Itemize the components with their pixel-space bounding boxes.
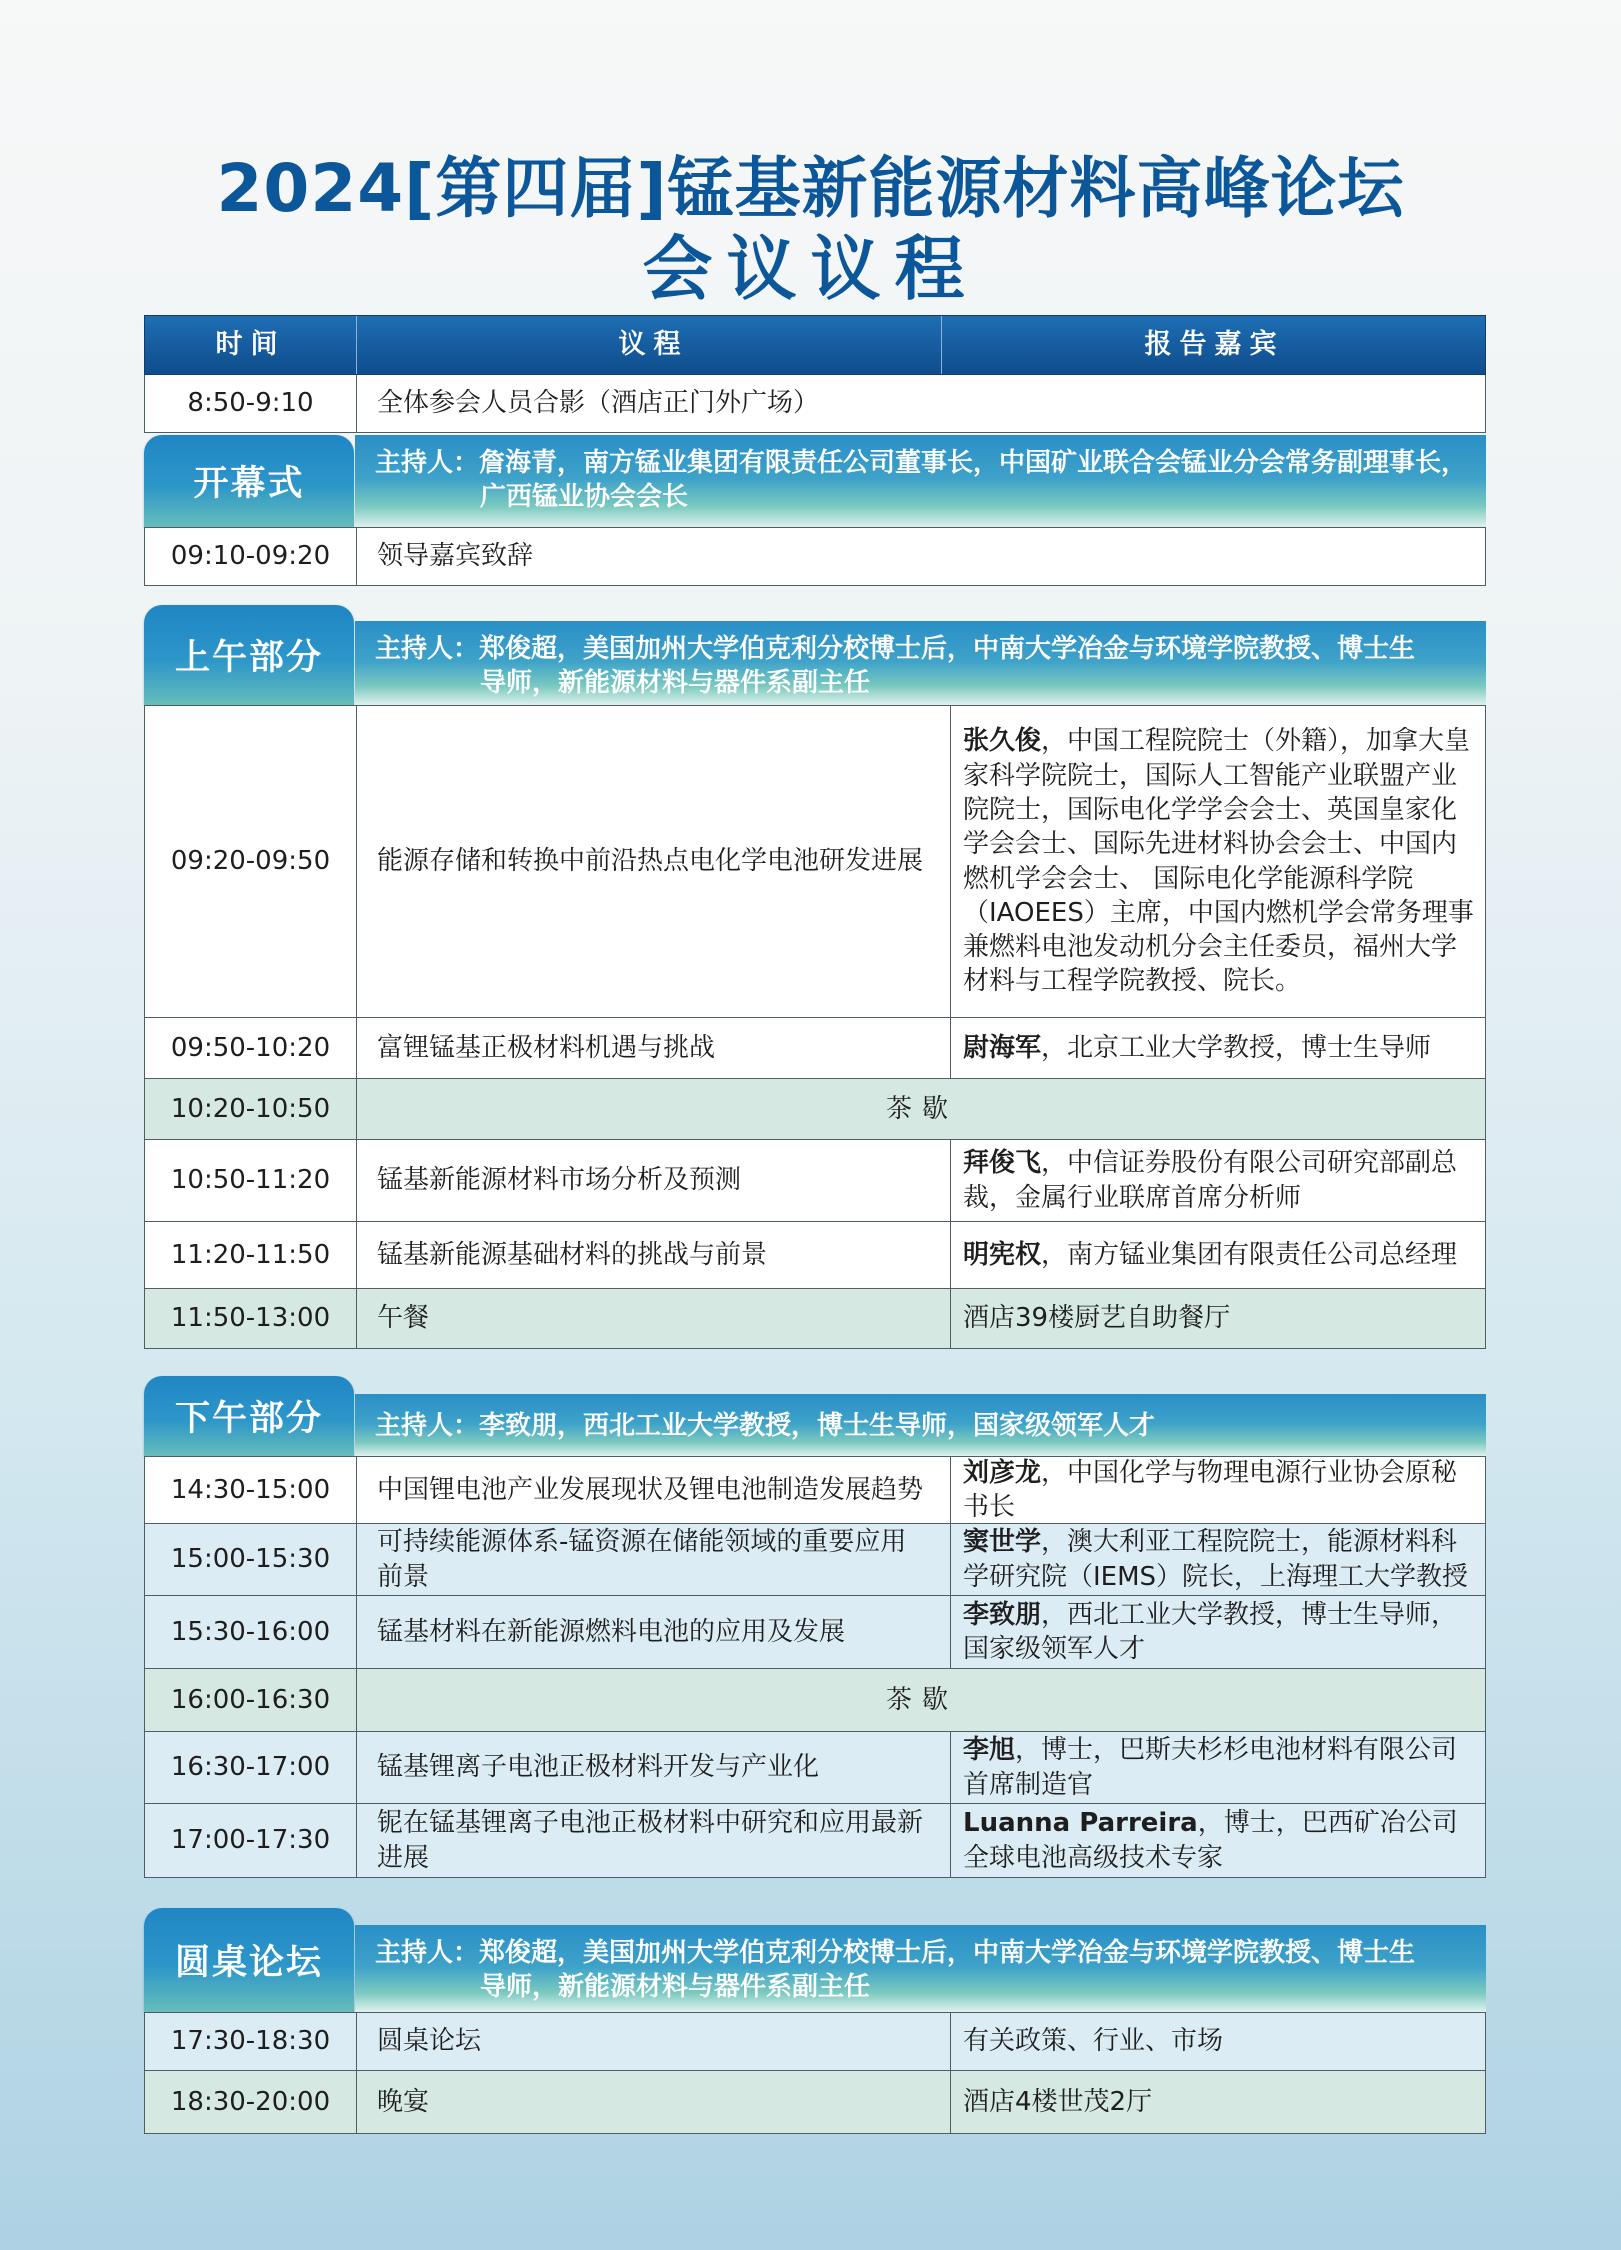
row-speaker: [950, 1732, 1487, 1803]
row-speaker: [950, 706, 1487, 1017]
speaker-name: 李旭: [963, 1735, 1016, 1766]
row-topic: 领导嘉宾致辞: [356, 528, 1487, 585]
speaker-desc: ，中国工程院院士（外籍），加拿大皇家科学院院士，国际人工智能产业联盟产业院院士，国际电化学学会会士、英国皇家化学会会士、国际先进材料协会会士、中国内燃机学会会士、 国际电化学能源科学院（IAOEES）主席，中国内燃机学会常务理事兼燃料电池发动机分会主任委员，福州大学材料与工程学院教授、院长。: [963, 726, 1474, 997]
row-speaker: [950, 1457, 1487, 1523]
row-time: 15:30-16:00: [170, 1616, 331, 1647]
row-topic: 晚宴: [356, 2071, 950, 2133]
table-row: [144, 2012, 1486, 2071]
table-row: [144, 527, 1486, 586]
table-row: [144, 1140, 1486, 1222]
row-topic: 富锂锰基正极材料机遇与挑战: [356, 1018, 950, 1078]
page-title: 2024[第四届]锰基新能源材料高峰论坛: [216, 150, 1405, 227]
speaker-desc: ，北京工业大学教授，博士生导师: [1041, 1032, 1432, 1063]
section-tab-roundtable: 圆桌论坛: [144, 1908, 354, 2012]
row-topic: 锰基锂离子电池正极材料开发与产业化: [356, 1732, 950, 1803]
table-row: [144, 1222, 1486, 1289]
row-time: 09:20-09:50: [170, 846, 331, 877]
table-row: [144, 2071, 1486, 2134]
row-speaker: [950, 1524, 1487, 1595]
row-topic: 可持续能源体系-锰资源在储能领域的重要应用前景: [356, 1524, 950, 1595]
row-time: 10:50-11:20: [170, 1165, 331, 1196]
speaker-name: 李致朋: [963, 1599, 1042, 1630]
header-speaker: 报告嘉宾: [941, 316, 1487, 374]
row-time: 16:00-16:30: [170, 1684, 331, 1715]
host-line-2: 导师，新能源材料与器件系副主任: [480, 667, 871, 698]
row-topic: 锰基材料在新能源燃料电池的应用及发展: [356, 1596, 950, 1668]
host-line-1: 主持人：詹海青，南方锰业集团有限责任公司董事长，中国矿业联合会锰业分会常务副理事长，: [375, 448, 1468, 478]
row-speaker: [950, 1596, 1487, 1668]
speaker-name: 窦世学: [963, 1527, 1042, 1558]
section-tab-morning: 上午部分: [144, 605, 354, 705]
host-line-2: 导师，新能源材料与器件系副主任: [480, 1971, 871, 2002]
row-speaker: [950, 1222, 1487, 1288]
row-topic: 铌在锰基锂离子电池正极材料中研究和应用最新进展: [356, 1804, 950, 1877]
table-row: [144, 1456, 1486, 1524]
speaker-desc: ，南方锰业集团有限责任公司总经理: [1041, 1239, 1458, 1270]
row-time: 11:20-11:50: [170, 1239, 331, 1270]
row-speaker: 酒店39楼厨艺自助餐厅: [950, 1289, 1487, 1348]
table-row: [144, 1079, 1486, 1140]
host-banner-morning: [355, 621, 1486, 705]
speaker-desc: ，中国化学与物理电源行业协会原秘书长: [963, 1457, 1458, 1522]
break-label: 茶歇: [356, 1669, 1487, 1731]
host-line-1: 主持人：李致朋，西北工业大学教授，博士生导师，国家级领军人才: [375, 1411, 1156, 1441]
host-banner-afternoon: [355, 1394, 1486, 1456]
row-time: 17:30-18:30: [170, 2026, 331, 2057]
speaker-name: Luanna Parreira: [963, 1808, 1198, 1839]
row-time: 09:10-09:20: [170, 541, 331, 572]
row-speaker: [950, 1018, 1487, 1078]
speaker-desc: ，博士，巴西矿冶公司全球电池高级技术专家: [963, 1808, 1458, 1873]
page-subtitle: 会议议程: [642, 228, 979, 310]
speaker-desc: ，博士，巴斯夫杉杉电池材料有限公司首席制造官: [963, 1735, 1458, 1800]
host-line-2: 广西锰业协会会长: [480, 481, 689, 512]
header-agenda: 议程: [356, 316, 950, 374]
row-time: 09:50-10:20: [170, 1032, 331, 1063]
table-row: [144, 1732, 1486, 1804]
row-time: 10:20-10:50: [170, 1093, 331, 1124]
speaker-name: 尉海军: [963, 1032, 1042, 1063]
header-time: 时间: [215, 329, 286, 361]
row-time: 8:50-9:10: [187, 388, 314, 419]
speaker-desc: ，西北工业大学教授，博士生导师，国家级领军人才: [963, 1599, 1458, 1664]
table-row: [144, 1018, 1486, 1079]
row-topic: 午餐: [356, 1289, 950, 1348]
row-time: 16:30-17:00: [170, 1752, 331, 1783]
table-row: [144, 1669, 1486, 1732]
row-speaker: 酒店4楼世茂2厅: [950, 2071, 1487, 2133]
table-header: [144, 315, 1486, 375]
table-row: [144, 1524, 1486, 1596]
row-time: 18:30-20:00: [170, 2086, 331, 2117]
row-time: 14:30-15:00: [170, 1474, 331, 1505]
row-topic: 能源存储和转换中前沿热点电化学电池研发进展: [356, 706, 950, 1017]
row-speaker: [950, 1140, 1487, 1221]
row-topic: 圆桌论坛: [356, 2013, 950, 2070]
row-time: 15:00-15:30: [170, 1544, 331, 1575]
break-label: 茶歇: [356, 1079, 1487, 1139]
row-time: 17:00-17:30: [170, 1825, 331, 1856]
host-line-1: 主持人：郑俊超，美国加州大学伯克利分校博士后，中南大学冶金与环境学院教授、博士生: [375, 1938, 1416, 1968]
host-line-1: 主持人：郑俊超，美国加州大学伯克利分校博士后，中南大学冶金与环境学院教授、博士生: [375, 634, 1416, 664]
table-row: [144, 1289, 1486, 1349]
table-row: [144, 705, 1486, 1018]
speaker-desc: ，中信证券股份有限公司研究部副总裁，金属行业联席首席分析师: [963, 1148, 1458, 1213]
table-row: [144, 1596, 1486, 1669]
speaker-desc: ，澳大利亚工程院院士，能源材料科学研究院（IEMS）院长，上海理工大学教授: [963, 1527, 1469, 1592]
row-topic: 中国锂电池产业发展现状及锂电池制造发展趋势: [356, 1457, 950, 1523]
row-topic: 全体参会人员合影（酒店正门外广场）: [356, 375, 1487, 432]
row-speaker: [950, 1804, 1487, 1877]
speaker-name: 明宪权: [963, 1239, 1042, 1270]
row-topic: 锰基新能源基础材料的挑战与前景: [356, 1222, 950, 1288]
row-time: 11:50-13:00: [170, 1303, 331, 1334]
row-topic: 锰基新能源材料市场分析及预测: [356, 1140, 950, 1221]
speaker-name: 拜俊飞: [963, 1148, 1042, 1179]
host-banner-opening: [355, 435, 1486, 527]
row-speaker: 有关政策、行业、市场: [950, 2013, 1487, 2070]
section-tab-afternoon: 下午部分: [144, 1376, 354, 1456]
speaker-name: 刘彦龙: [963, 1457, 1042, 1488]
table-row: [144, 1804, 1486, 1878]
section-tab-opening: 开幕式: [144, 435, 354, 527]
speaker-name: 张久俊: [963, 726, 1042, 757]
host-banner-roundtable: [355, 1925, 1486, 2012]
table-row: [144, 375, 1486, 433]
